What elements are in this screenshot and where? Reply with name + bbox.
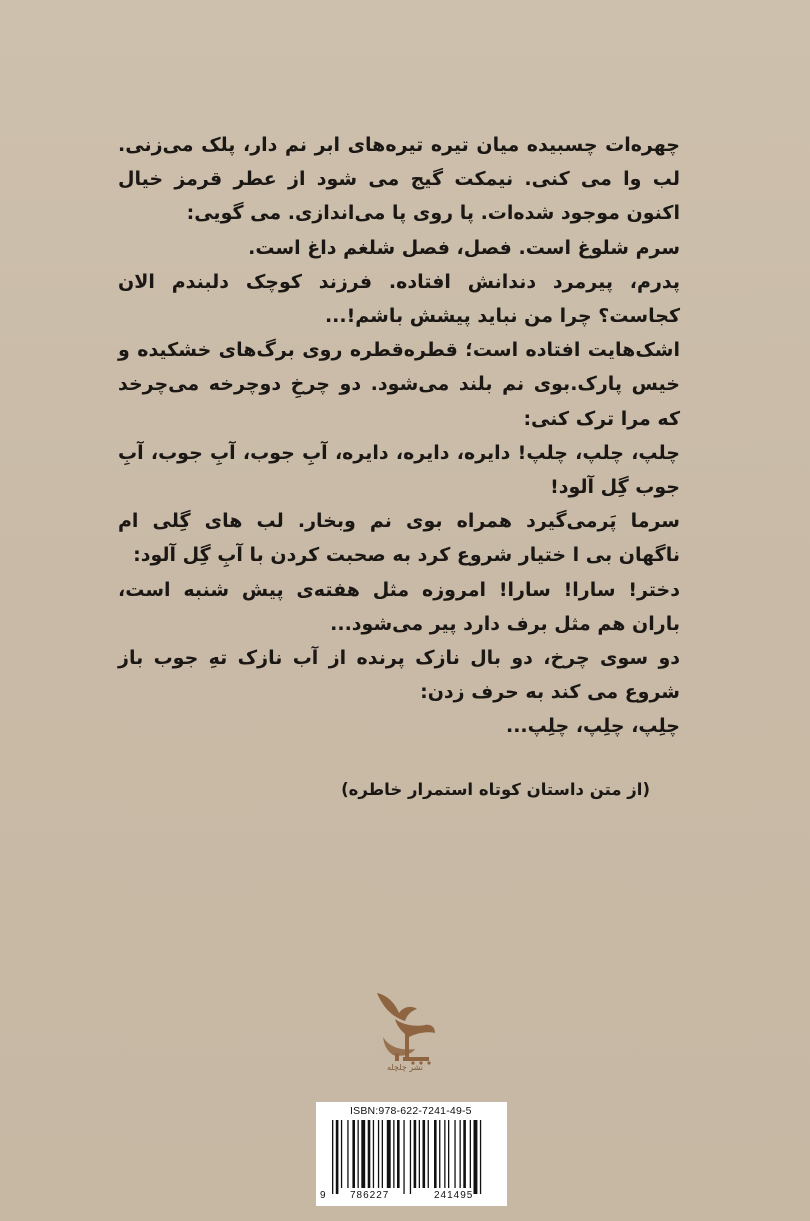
barcode-bar xyxy=(460,1120,461,1188)
barcode-bar xyxy=(336,1120,339,1194)
swallow-bird-logo-icon xyxy=(365,985,445,1065)
barcode-bar xyxy=(332,1120,333,1194)
barcode-bar xyxy=(368,1120,371,1188)
isbn-barcode xyxy=(316,1102,507,1206)
isbn-label: ISBN:978-622-7241-49-5 xyxy=(350,1105,472,1117)
barcode-bar xyxy=(341,1120,342,1188)
barcode-right-digits: 241495 xyxy=(434,1190,474,1201)
barcode-bar xyxy=(397,1120,400,1188)
barcode-bar xyxy=(410,1120,411,1194)
barcode-bar xyxy=(454,1120,455,1188)
barcode-bar xyxy=(463,1120,466,1188)
excerpt-paragraph-1: چهره‌ات چسبیده میان تیره تیره‌های ابر نم دار، پلک می‌زنی. لب وا می کنی. نیمکت گیج می شود از عطر قرمز خیال اکنون موجود شده‌ات. پا روی پا می‌اندازی. می گویی: xyxy=(118,134,680,225)
barcode-bar xyxy=(352,1120,355,1188)
excerpt-text xyxy=(118,128,680,744)
barcode-bar xyxy=(434,1120,437,1188)
excerpt-paragraph-8: دو سوی چرخ، دو بال نازک پرنده از آب نازک تهِ جوب باز شروع می کند به حرف زدن: xyxy=(118,647,680,704)
barcode-bar xyxy=(361,1120,365,1188)
barcode-bar xyxy=(423,1120,426,1188)
barcode-left-digits: 786227 xyxy=(350,1190,390,1201)
barcode-bar xyxy=(419,1120,420,1188)
barcode-bar xyxy=(378,1120,379,1188)
barcode-bar xyxy=(403,1120,404,1194)
excerpt-paragraph-3: پدرم، پیرمرد دندانش افتاده. فرزند کوچک دلبندم الان کجاست؟ چرا من نباید پیشش باشم!... xyxy=(118,270,680,328)
excerpt-paragraph-7: دختر! سارا! سارا! امروزه مثل هفته‌ی پیش شنبه است، باران هم مثل برف دارد پیر می‌شود... xyxy=(118,578,680,635)
publisher-name: نشر چلچله xyxy=(386,1063,423,1072)
excerpt-paragraph-9: چلِپ، چلِپ، چلِپ... xyxy=(505,715,680,738)
barcode-bars xyxy=(316,1102,507,1206)
barcode-bar xyxy=(393,1120,394,1188)
barcode-bar xyxy=(439,1120,440,1188)
excerpt-paragraph-2: سرم شلوغ است. فصل، فصل شلغم داغ است. xyxy=(248,236,680,259)
barcode-bar xyxy=(358,1120,359,1188)
barcode-bar xyxy=(480,1120,481,1194)
barcode-bar xyxy=(347,1120,348,1188)
barcode-bar xyxy=(414,1120,417,1188)
barcode-lead-digit: 9 xyxy=(320,1190,326,1201)
barcode-bar xyxy=(373,1120,374,1188)
barcode-bar xyxy=(444,1120,445,1188)
barcode-bar xyxy=(474,1120,478,1194)
barcode-bar xyxy=(470,1120,471,1188)
excerpt-paragraph-6: سرما پَرمی‌گیرد همراه بوی نم وبخار. لب های گِلی ام ناگهان بی ا ختیار شروع کرد به صحبت کردن با آبِ گِل آلود: xyxy=(118,510,680,567)
excerpt-paragraph-4: اشک‌هایت افتاده است؛ قطره‌قطره روی برگ‌های خشکیده و خیس پارک.بوی نم بلند می‌شود. دو چرخِ دوچرخه می‌چرخد که مرا ترک کنی: xyxy=(118,339,680,430)
barcode-bar xyxy=(382,1120,383,1188)
barcode-bar xyxy=(448,1120,449,1188)
excerpt-source: (از متن داستان کوتاه استمرار خاطره) xyxy=(341,780,650,799)
excerpt-paragraph-5: چلپ، چلپ، چلپ! دایره، دایره، دایره، آبِ جوب، آبِ جوب، آبِ جوب گِل آلود! xyxy=(118,441,680,499)
barcode-bar xyxy=(387,1120,391,1188)
barcode-bar xyxy=(428,1120,429,1188)
